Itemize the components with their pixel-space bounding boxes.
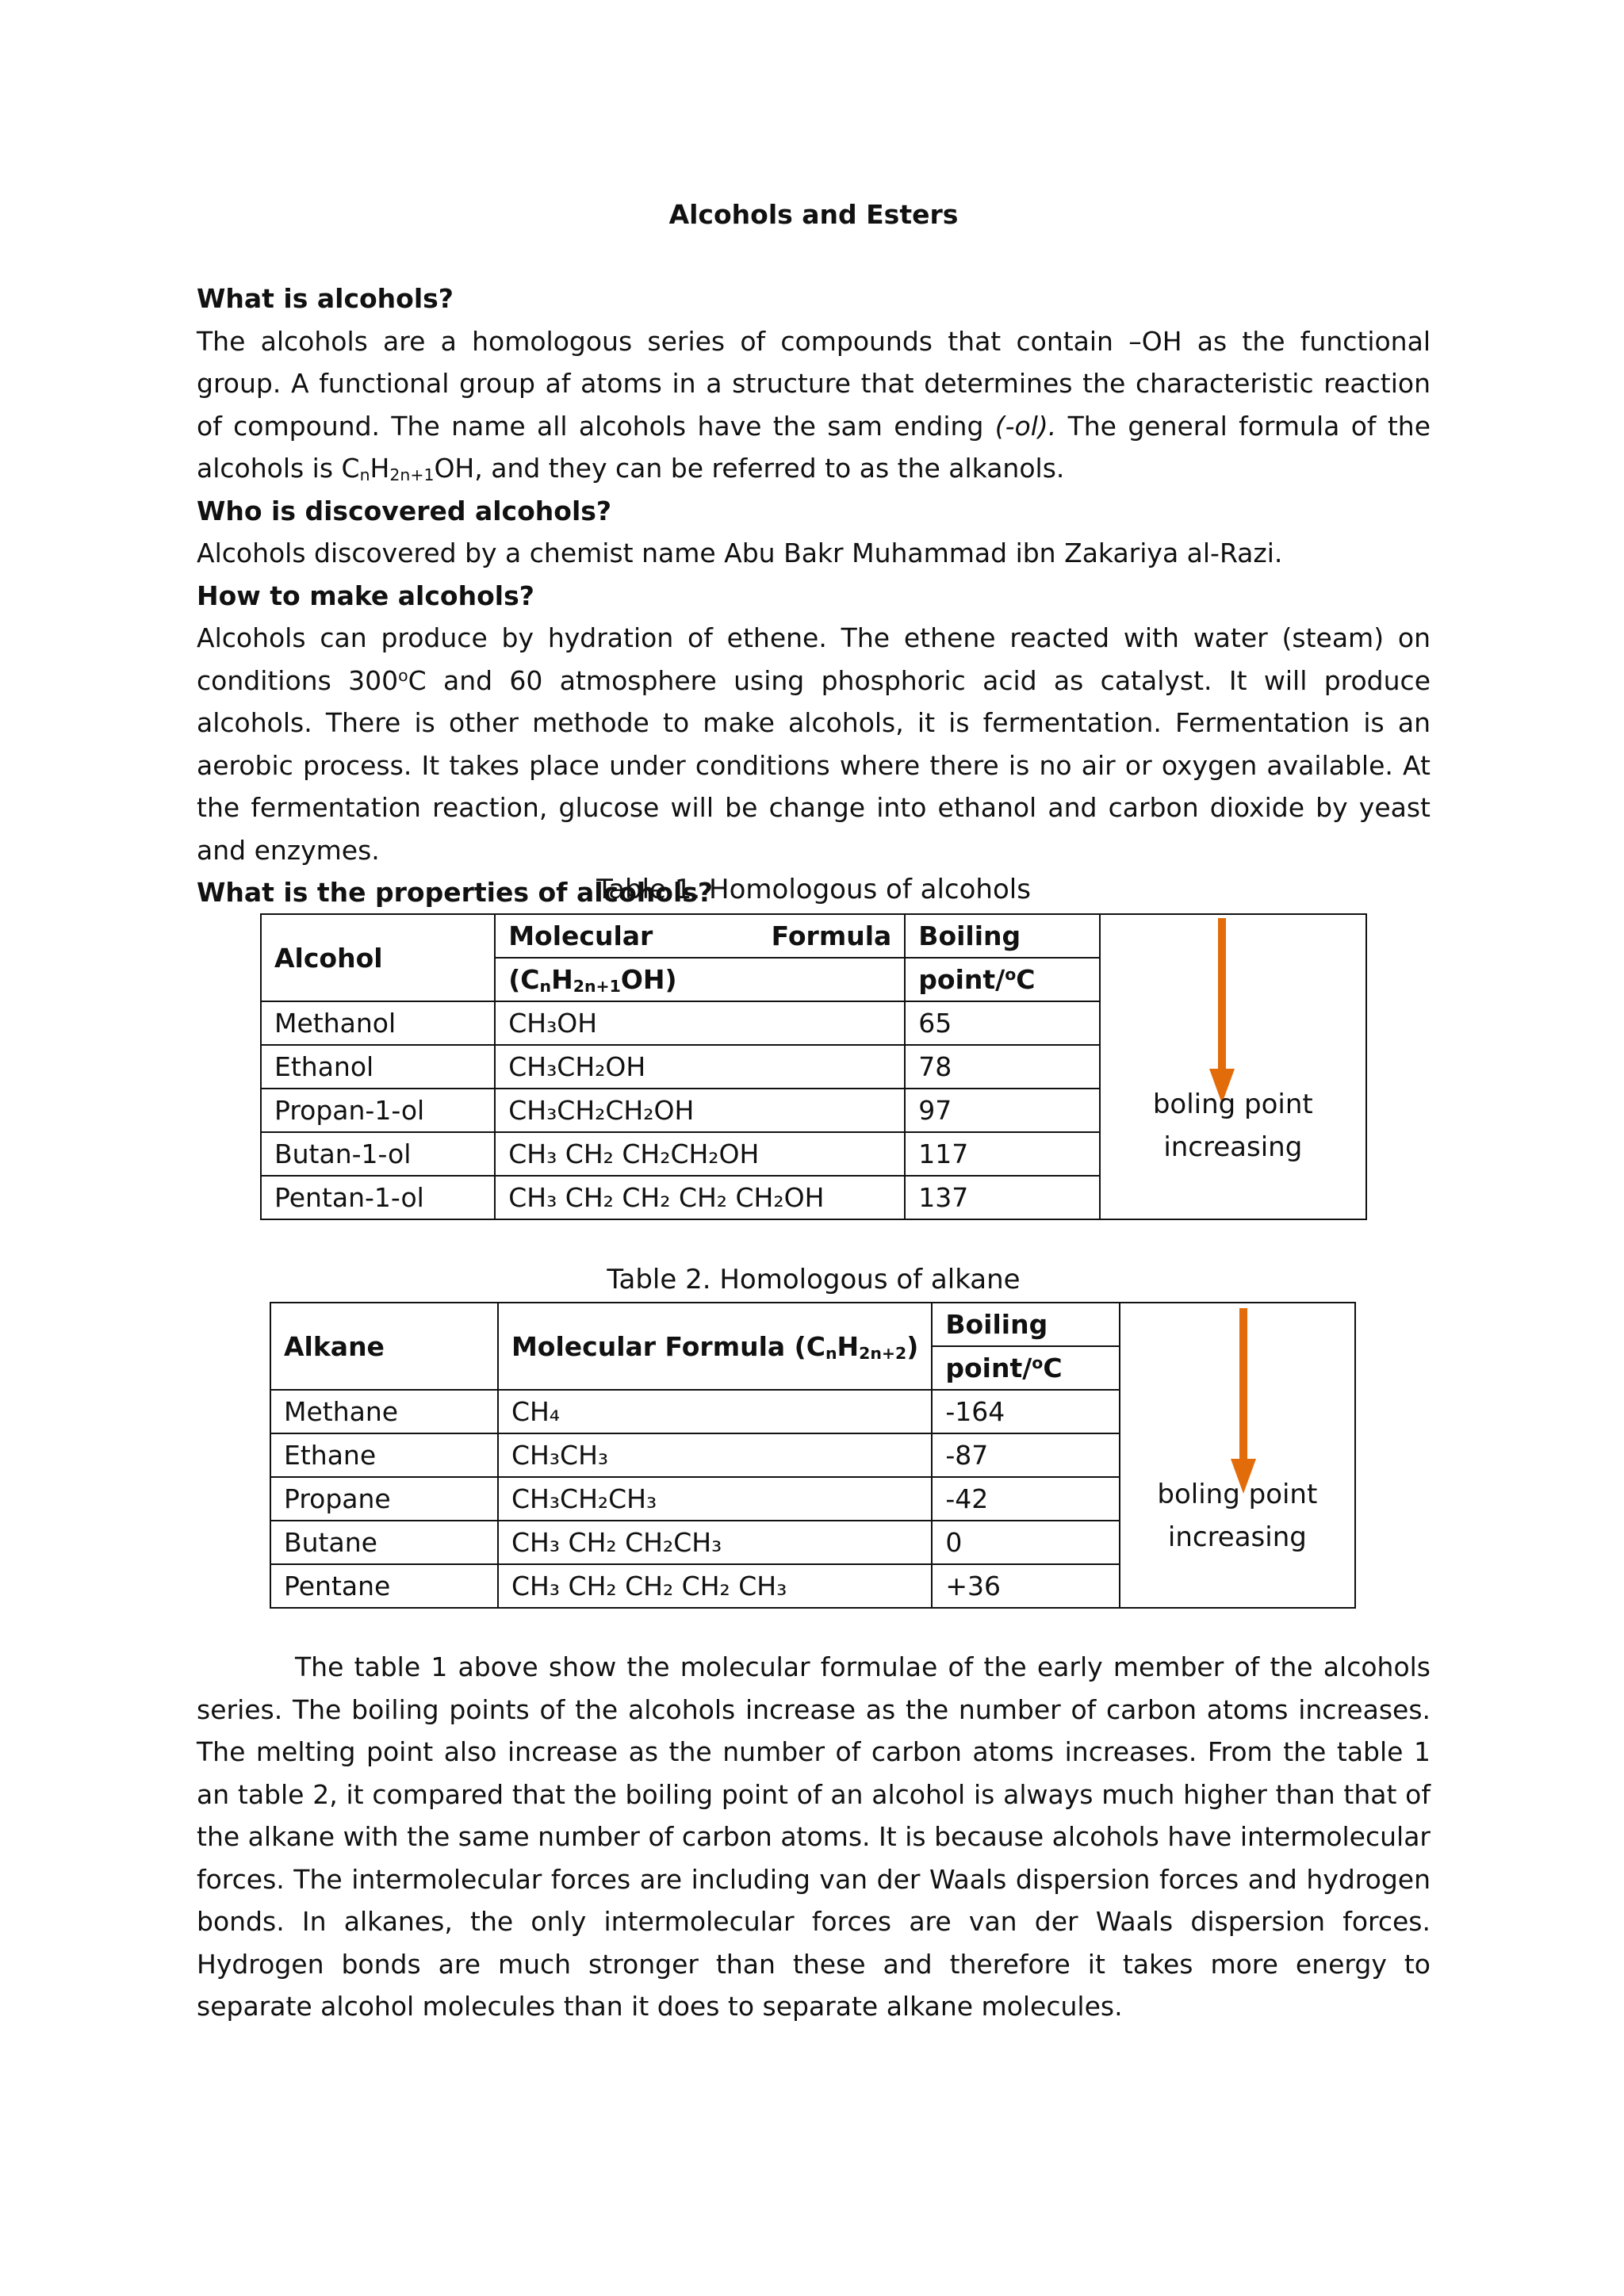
cell-bp: 78 — [905, 1045, 1099, 1089]
header-bp-sup: o — [1005, 964, 1017, 984]
paragraph-discovery: Alcohols discovered by a chemist name Abu Bakr Muhammad ibn Zakariya al-Razi. — [197, 538, 1283, 568]
formula-subscript: 2n+1 — [389, 465, 435, 485]
cell-formula: CH₃ CH₂ CH₂ CH₂ CH₃ — [498, 1564, 932, 1608]
cell-bp: 137 — [905, 1176, 1099, 1219]
header-bp-part: C — [1043, 1353, 1063, 1383]
cell-bp: +36 — [932, 1564, 1119, 1608]
cell-bp: 97 — [905, 1089, 1099, 1132]
table-alcohols — [260, 913, 1367, 1220]
formula-h: H — [370, 453, 390, 484]
heading-how-to-make: How to make alcohols? — [197, 580, 534, 611]
table1-header-bp-2 — [905, 958, 1099, 1001]
cell-formula: CH₃CH₂CH₃ — [498, 1477, 932, 1521]
table1-header-formula — [495, 914, 905, 958]
cell-name: Pentane — [270, 1564, 498, 1608]
table2-trend-label-2: increasing — [1167, 1521, 1307, 1553]
header-formula-sub: n — [825, 1343, 837, 1363]
cell-formula: CH₃CH₃ — [498, 1433, 932, 1477]
cell-bp: 65 — [905, 1001, 1099, 1045]
header-formula-part: (C — [508, 964, 540, 995]
paragraph-production — [197, 617, 1431, 871]
cell-name: Butane — [270, 1521, 498, 1564]
cell-formula: CH₃ CH₂ CH₂CH₃ — [498, 1521, 932, 1564]
cell-formula: CH₃ CH₂ CH₂CH₂OH — [495, 1132, 905, 1176]
cell-bp: 117 — [905, 1132, 1099, 1176]
production-text-2: C and 60 atmosphere using phosphoric acid as catalyst. It will produce alcohols. There is other methode to make alcohols, it is fermentation. Fermentation is an aerobic process. It takes place under conditions where there is no air or oxygen available. At the fermentation reaction, glucose will be change into ethanol and carbon dioxide by yeast and enzymes. — [197, 664, 1431, 866]
table2-caption: Table 2. Homologous of alkane — [607, 1264, 1021, 1295]
definition-text-3: OH, and they can be referred to as the alkanols. — [434, 453, 1065, 484]
table2-header-bp-2 — [932, 1346, 1119, 1390]
cell-bp: -164 — [932, 1390, 1119, 1433]
table1-trend-label-1: boling point — [1152, 1089, 1313, 1120]
header-formula-part: H — [837, 1330, 860, 1362]
cell-formula: CH₃ CH₂ CH₂ CH₂ CH₂OH — [495, 1176, 905, 1219]
table1-trend-label-2: increasing — [1163, 1131, 1303, 1163]
definition-text: The alcohols are a homologous series of compounds that contain –OH as the functional group. A functional group af atoms in a structure that determines the characteristic reaction of compound. The name all alcohols have the sam ending — [197, 325, 1431, 442]
down-arrow-icon — [1230, 1308, 1257, 1495]
table2-trend-label-1: boling point — [1157, 1479, 1318, 1510]
header-formula-part: H — [551, 964, 573, 995]
table2-header-bp: Boiling — [932, 1303, 1119, 1346]
table1-header-formula-2 — [495, 958, 905, 1001]
cell-bp: 0 — [932, 1521, 1119, 1564]
cell-bp: -87 — [932, 1433, 1119, 1477]
cell-name: Propan-1-ol — [261, 1089, 495, 1132]
heading-properties: What is the properties of alcohols? — [197, 877, 714, 908]
intro-section — [197, 277, 1431, 914]
cell-name: Ethane — [270, 1433, 498, 1477]
definition-text-2: The general formula of the alcohols is C — [197, 410, 1431, 484]
cell-formula: CH₃CH₂CH₂OH — [495, 1089, 905, 1132]
header-formula-part: OH) — [620, 964, 677, 995]
header-bp-part: point/ — [918, 964, 1005, 995]
formula-subscript: n — [359, 465, 370, 485]
cell-name: Ethanol — [261, 1045, 495, 1089]
conclusion-section — [197, 1646, 1431, 2028]
table1-trend-cell — [1100, 914, 1366, 1219]
definition-ending: (-ol). — [994, 410, 1057, 442]
table1-caption: Table 1. Homologous of alcohols — [596, 874, 1031, 905]
table-alkanes — [270, 1302, 1356, 1609]
cell-formula: CH₄ — [498, 1390, 932, 1433]
cell-formula: CH₃CH₂OH — [495, 1045, 905, 1089]
header-formula-sub: 2n+2 — [859, 1343, 907, 1363]
header-bp-part: C — [1016, 964, 1036, 995]
cell-bp: -42 — [932, 1477, 1119, 1521]
cell-formula: CH₃OH — [495, 1001, 905, 1045]
table2-trend-cell — [1120, 1303, 1355, 1608]
table2-header-alkane: Alkane — [270, 1303, 498, 1390]
header-formula-part: Molecular Formula (C — [511, 1330, 825, 1362]
cell-name: Methanol — [261, 1001, 495, 1045]
table2-header-formula — [498, 1303, 932, 1390]
cell-name: Propane — [270, 1477, 498, 1521]
header-bp-part: point/ — [945, 1353, 1032, 1383]
document-title: Alcohols and Esters — [668, 199, 959, 230]
heading-what-is-alcohols: What is alcohols? — [197, 283, 454, 314]
header-formula-sub: n — [539, 977, 552, 997]
table1-header-bp: Boiling — [905, 914, 1099, 958]
cell-name: Methane — [270, 1390, 498, 1433]
degree-superscript: o — [398, 665, 408, 685]
header-formula-part: ) — [906, 1330, 919, 1362]
table1-header-formula-word2: Formula — [771, 920, 892, 951]
header-formula-sub: 2n+1 — [573, 977, 621, 997]
table1-header-formula-word1: Molecular — [508, 920, 653, 951]
table1-header-alcohol: Alcohol — [261, 914, 495, 1001]
down-arrow-icon — [1208, 918, 1235, 1105]
paragraph-definition — [197, 320, 1431, 490]
heading-who-discovered: Who is discovered alcohols? — [197, 495, 612, 526]
paragraph-conclusion: The table 1 above show the molecular formulae of the early member of the alcohols series. The boiling points of the alcohols increase as the number of carbon atoms increases. The melting point also increase as the number of carbon atoms increases. From the table 1 an table 2, it compared that the boiling point of an alcohol is always much higher than that of the alkane with the same number of carbon atoms. It is because alcohols have intermolecular forces. The intermolecular forces are including van der Waals dispersion forces and hydrogen bonds. In alkanes, the only intermolecular forces are van der Waals dispersion forces. Hydrogen bonds are much stronger than these and therefore it takes more energy to separate alcohol molecules than it does to separate alkane molecules. — [197, 1651, 1431, 2022]
cell-name: Butan-1-ol — [261, 1132, 495, 1176]
production-text: Alcohols can produce by hydration of ethene. The ethene reacted with water (steam) on conditions 300 — [197, 622, 1431, 696]
cell-name: Pentan-1-ol — [261, 1176, 495, 1219]
header-bp-sup: o — [1032, 1353, 1044, 1372]
